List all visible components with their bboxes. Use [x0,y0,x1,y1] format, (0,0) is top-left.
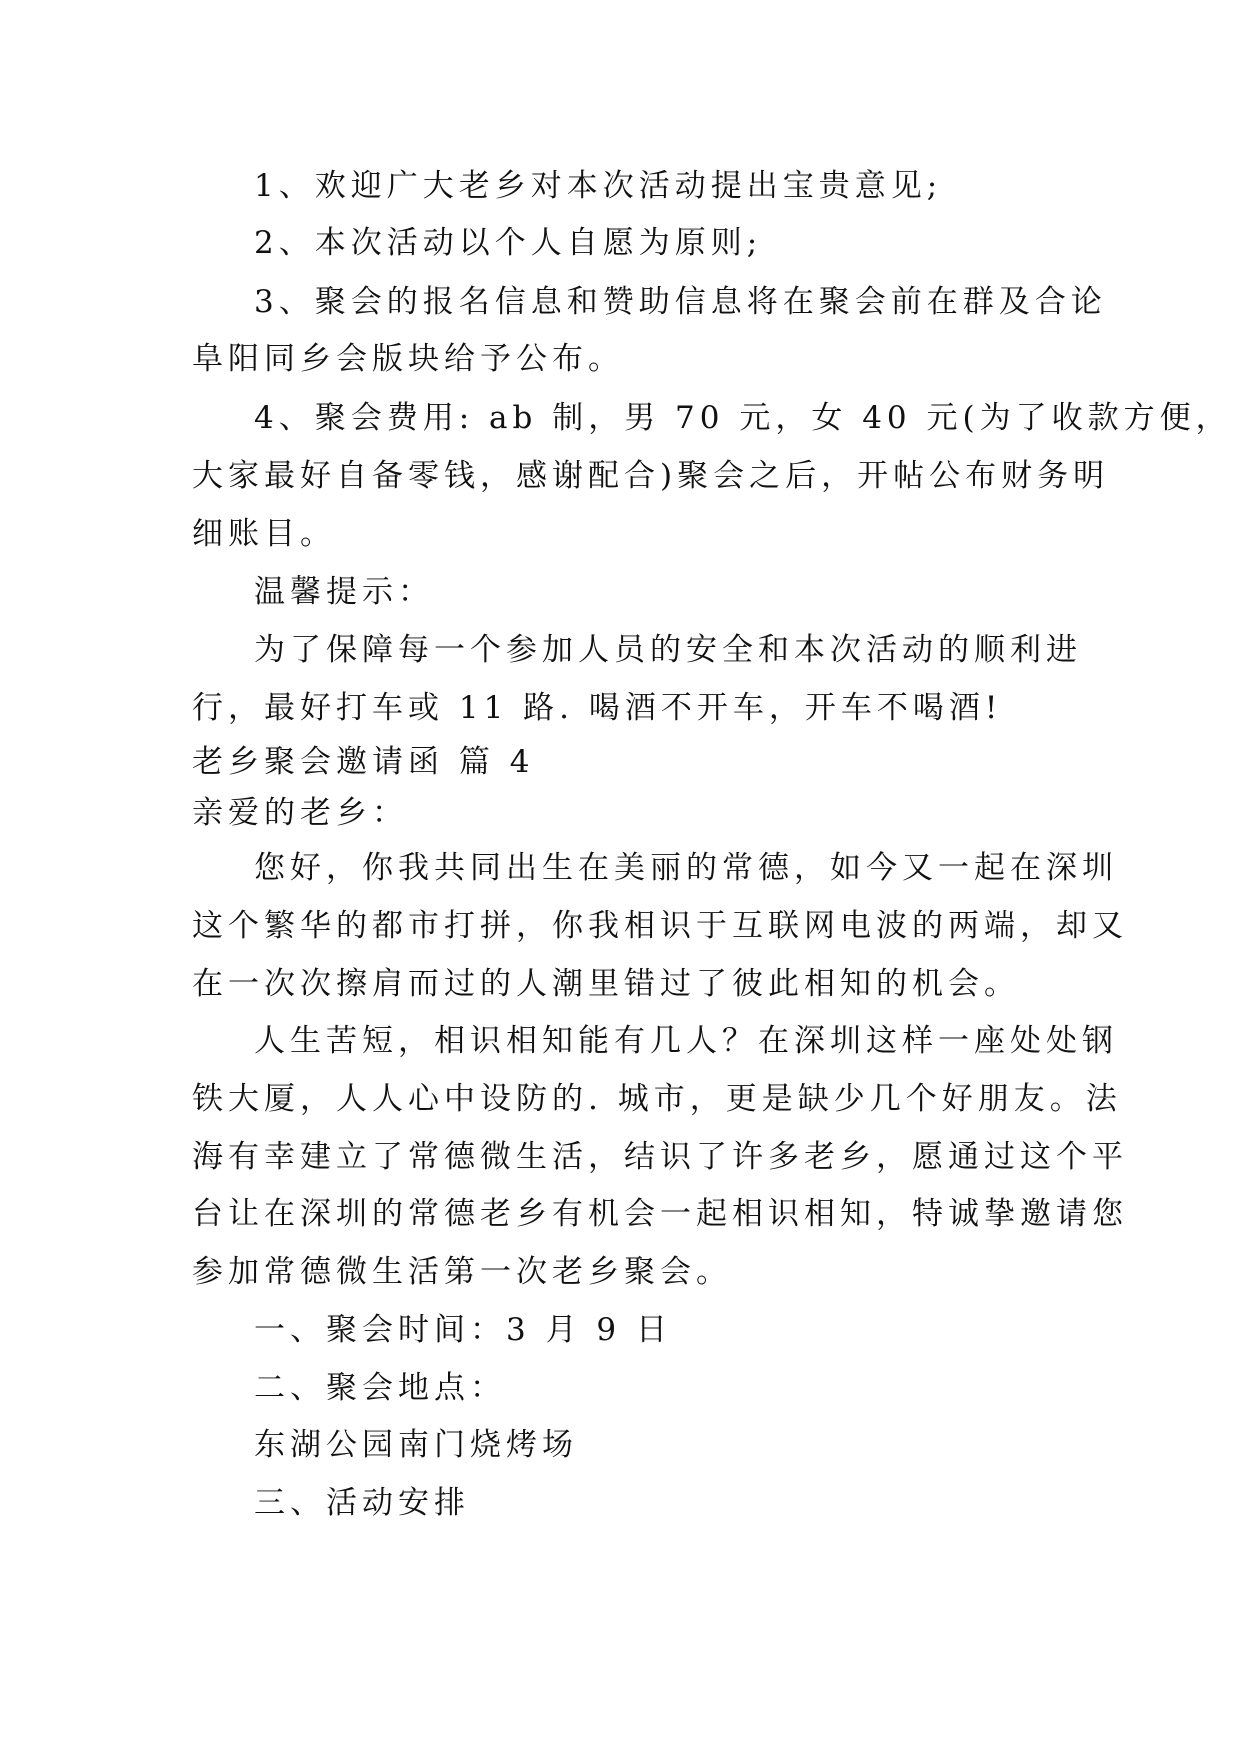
paragraph-line: 大家最好自备零钱，感谢配合)聚会之后，开帖公布财务明 [192,458,1110,494]
section-heading: 温馨提示： [254,574,434,610]
paragraph-line: 3、聚会的报名信息和赞助信息将在聚会前在群及合论 [254,284,1107,320]
paragraph-line: 参加常德微生活第一次老乡聚会。 [192,1254,732,1290]
list-item: 二、聚会地点： [254,1370,506,1406]
paragraph-line: 东湖公园南门烧烤场 [254,1427,578,1463]
paragraph-line: 海有幸建立了常德微生活，结识了许多老乡，愿通过这个平 [192,1139,1128,1175]
list-item: 一、聚会时间：3 月 9 日 [254,1312,673,1348]
paragraph-line: 为了保障每一个参加人员的安全和本次活动的顺利进 [254,632,1082,668]
paragraph-line: 细账目。 [192,516,336,552]
section-title: 老乡聚会邀请函 篇 4 [192,744,535,780]
paragraph-line: 行，最好打车或 11 路. 喝酒不开车，开车不喝酒! [192,690,1003,726]
paragraph-line: 阜阳同乡会版块给予公布。 [192,341,624,377]
paragraph-line: 4、聚会费用: ab 制，男 70 元，女 40 元(为了收款方便， [254,400,1232,436]
paragraph-line: 台让在深圳的常德老乡有机会一起相识相知，特诚挚邀请您 [192,1196,1128,1232]
paragraph-line: 人生苦短，相识相知能有几人？在深圳这样一座处处钢 [254,1023,1118,1059]
paragraph-line: 您好，你我共同出生在美丽的常德，如今又一起在深圳 [254,850,1118,886]
paragraph-line: 这个繁华的都市打拼，你我相识于互联网电波的两端，却又 [192,908,1128,944]
paragraph-line: 1、欢迎广大老乡对本次活动提出宝贵意见; [254,168,943,204]
paragraph-line: 2、本次活动以个人自愿为原则; [254,225,763,261]
list-item: 三、活动安排 [254,1485,470,1521]
paragraph-line: 铁大厦，人人心中设防的. 城市，更是缺少几个好朋友。法 [192,1081,1122,1117]
paragraph-line: 在一次次擦肩而过的人潮里错过了彼此相知的机会。 [192,966,1020,1002]
salutation: 亲爱的老乡： [192,795,408,831]
